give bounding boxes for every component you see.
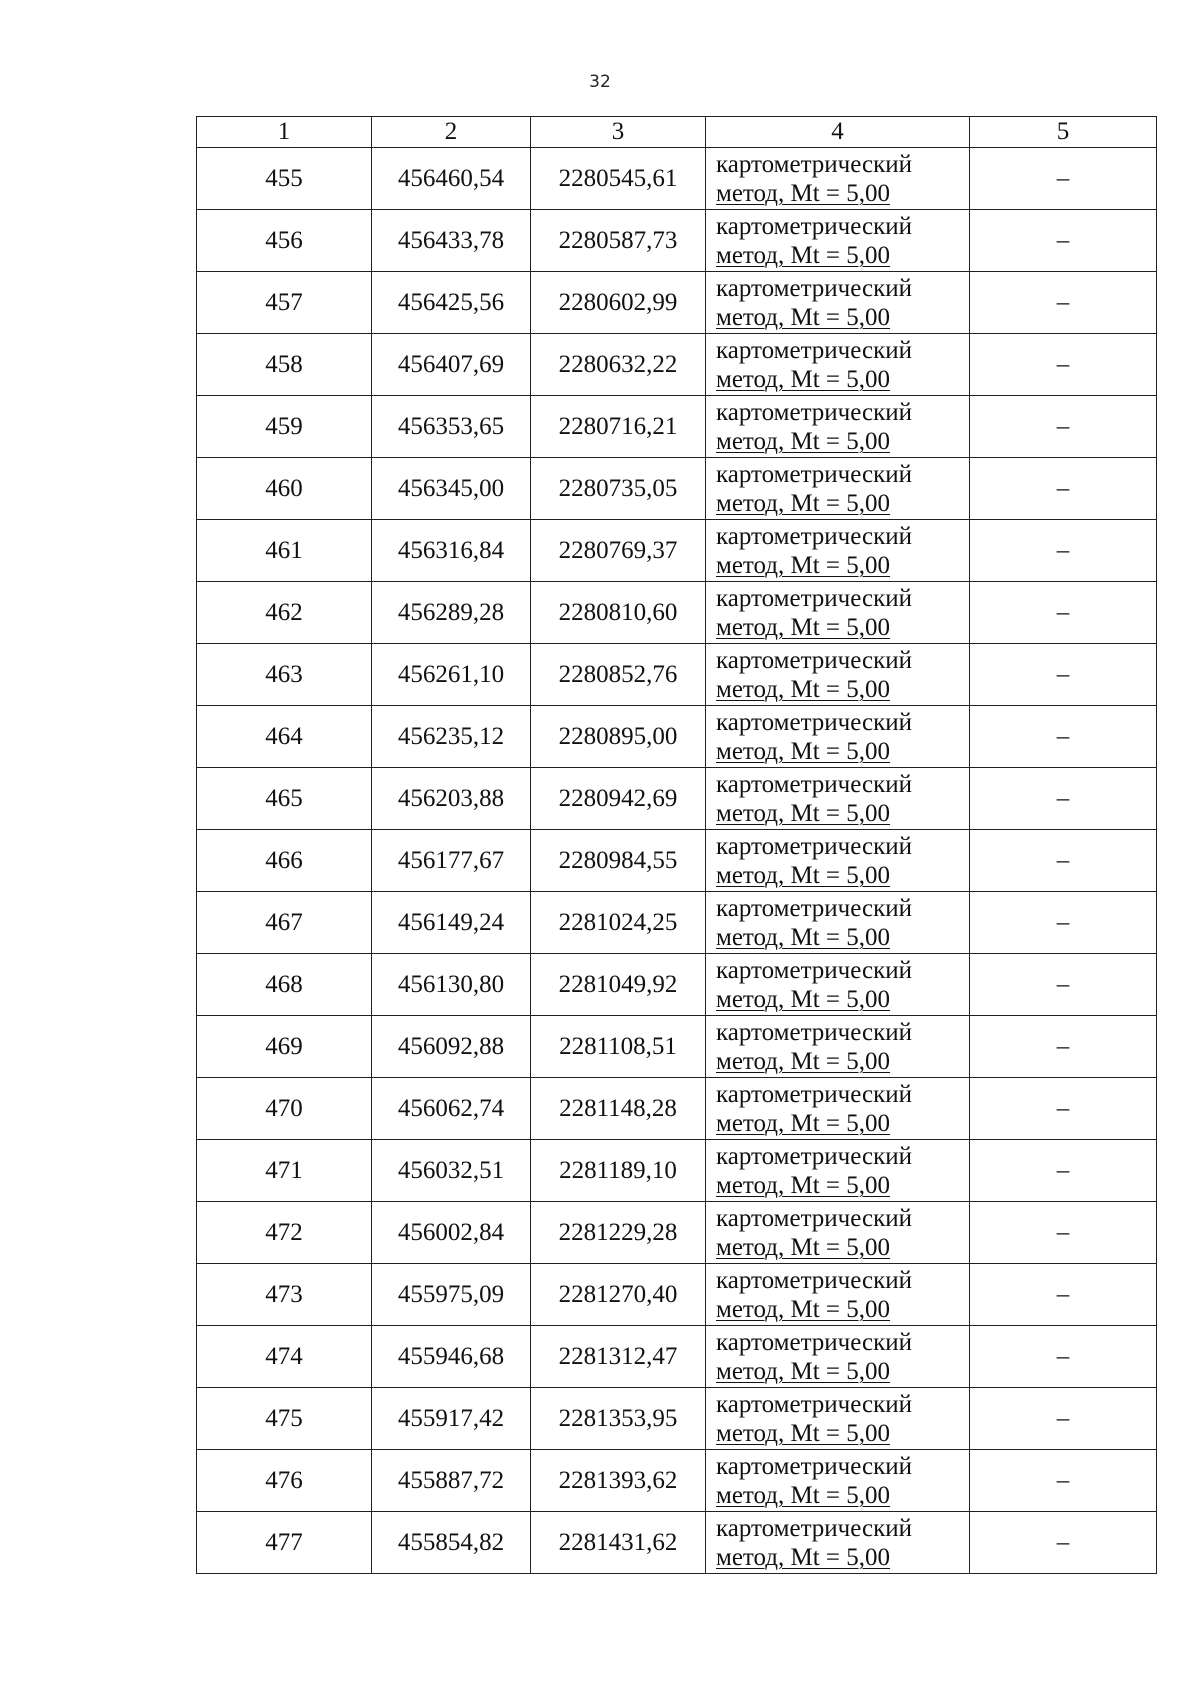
table-row <box>197 1202 1157 1264</box>
method-name: картометрический <box>716 1514 912 1542</box>
method-name: картометрический <box>716 1018 912 1046</box>
method-name: картометрический <box>716 1080 912 1108</box>
method-cell <box>706 830 970 892</box>
x-coordinate-cell: 455975,09 <box>372 1264 531 1326</box>
coordinates-table <box>196 116 1157 1574</box>
method-cell <box>706 1450 970 1512</box>
method-name: картометрический <box>716 894 912 922</box>
table-row <box>197 148 1157 210</box>
method-cell <box>706 1388 970 1450</box>
x-coordinate-cell: 456425,56 <box>372 272 531 334</box>
method-accuracy: метод, Mt = 5,00 <box>716 1481 891 1509</box>
table-row <box>197 1264 1157 1326</box>
page-number: 32 <box>589 72 611 92</box>
x-coordinate-cell: 456316,84 <box>372 520 531 582</box>
description-cell: – <box>970 334 1157 396</box>
point-number-cell: 476 <box>197 1450 372 1512</box>
point-number-cell: 470 <box>197 1078 372 1140</box>
description-cell: – <box>970 210 1157 272</box>
method-accuracy: метод, Mt = 5,00 <box>716 737 891 765</box>
table-header <box>197 117 1157 148</box>
method-name: картометрический <box>716 770 912 798</box>
description-cell: – <box>970 706 1157 768</box>
point-number-cell: 461 <box>197 520 372 582</box>
method-cell <box>706 1140 970 1202</box>
method-name: картометрический <box>716 1204 912 1232</box>
x-coordinate-cell: 455854,82 <box>372 1512 531 1574</box>
method-name: картометрический <box>716 956 912 984</box>
description-cell: – <box>970 644 1157 706</box>
point-number-cell: 471 <box>197 1140 372 1202</box>
method-name: картометрический <box>716 1328 912 1356</box>
method-accuracy: метод, Mt = 5,00 <box>716 551 891 579</box>
point-number-cell: 469 <box>197 1016 372 1078</box>
point-number-cell: 462 <box>197 582 372 644</box>
y-coordinate-cell: 2280769,37 <box>531 520 706 582</box>
method-accuracy: метод, Mt = 5,00 <box>716 613 891 641</box>
table-row <box>197 1078 1157 1140</box>
y-coordinate-cell: 2281353,95 <box>531 1388 706 1450</box>
header-col-1: 1 <box>197 117 372 148</box>
method-accuracy: метод, Mt = 5,00 <box>716 799 891 827</box>
method-cell <box>706 1512 970 1574</box>
y-coordinate-cell: 2280735,05 <box>531 458 706 520</box>
table-row <box>197 1450 1157 1512</box>
table-row <box>197 644 1157 706</box>
method-accuracy: метод, Mt = 5,00 <box>716 1357 891 1385</box>
method-name: картометрический <box>716 336 912 364</box>
description-cell: – <box>970 954 1157 1016</box>
method-cell <box>706 1016 970 1078</box>
method-accuracy: метод, Mt = 5,00 <box>716 923 891 951</box>
method-accuracy: метод, Mt = 5,00 <box>716 1233 891 1261</box>
y-coordinate-cell: 2281312,47 <box>531 1326 706 1388</box>
description-cell: – <box>970 458 1157 520</box>
table-row <box>197 272 1157 334</box>
y-coordinate-cell: 2280810,60 <box>531 582 706 644</box>
y-coordinate-cell: 2280587,73 <box>531 210 706 272</box>
x-coordinate-cell: 456407,69 <box>372 334 531 396</box>
method-cell <box>706 334 970 396</box>
method-name: картометрический <box>716 398 912 426</box>
description-cell: – <box>970 1140 1157 1202</box>
header-col-4: 4 <box>706 117 970 148</box>
point-number-cell: 467 <box>197 892 372 954</box>
point-number-cell: 475 <box>197 1388 372 1450</box>
table-row <box>197 210 1157 272</box>
method-accuracy: метод, Mt = 5,00 <box>716 489 891 517</box>
method-cell <box>706 1264 970 1326</box>
table-row <box>197 1016 1157 1078</box>
y-coordinate-cell: 2281229,28 <box>531 1202 706 1264</box>
y-coordinate-cell: 2280602,99 <box>531 272 706 334</box>
table-body <box>197 148 1157 1574</box>
method-name: картометрический <box>716 832 912 860</box>
description-cell: – <box>970 1512 1157 1574</box>
x-coordinate-cell: 456002,84 <box>372 1202 531 1264</box>
table-row <box>197 458 1157 520</box>
method-name: картометрический <box>716 460 912 488</box>
y-coordinate-cell: 2281431,62 <box>531 1512 706 1574</box>
method-name: картометрический <box>716 584 912 612</box>
x-coordinate-cell: 455946,68 <box>372 1326 531 1388</box>
point-number-cell: 474 <box>197 1326 372 1388</box>
table-row <box>197 520 1157 582</box>
x-coordinate-cell: 456353,65 <box>372 396 531 458</box>
table-row <box>197 1140 1157 1202</box>
method-cell <box>706 1202 970 1264</box>
point-number-cell: 460 <box>197 458 372 520</box>
method-cell <box>706 892 970 954</box>
method-cell <box>706 148 970 210</box>
table-row <box>197 1326 1157 1388</box>
table-row <box>197 830 1157 892</box>
point-number-cell: 473 <box>197 1264 372 1326</box>
table-row <box>197 334 1157 396</box>
method-name: картометрический <box>716 274 912 302</box>
x-coordinate-cell: 456177,67 <box>372 830 531 892</box>
x-coordinate-cell: 456345,00 <box>372 458 531 520</box>
method-accuracy: метод, Mt = 5,00 <box>716 1543 891 1571</box>
description-cell: – <box>970 830 1157 892</box>
point-number-cell: 463 <box>197 644 372 706</box>
method-name: картометрический <box>716 1142 912 1170</box>
point-number-cell: 466 <box>197 830 372 892</box>
method-accuracy: метод, Mt = 5,00 <box>716 1295 891 1323</box>
x-coordinate-cell: 456289,28 <box>372 582 531 644</box>
table-row <box>197 768 1157 830</box>
point-number-cell: 459 <box>197 396 372 458</box>
table-row <box>197 1388 1157 1450</box>
table-row <box>197 954 1157 1016</box>
y-coordinate-cell: 2281189,10 <box>531 1140 706 1202</box>
y-coordinate-cell: 2280895,00 <box>531 706 706 768</box>
description-cell: – <box>970 1326 1157 1388</box>
x-coordinate-cell: 456460,54 <box>372 148 531 210</box>
x-coordinate-cell: 456062,74 <box>372 1078 531 1140</box>
method-accuracy: метод, Mt = 5,00 <box>716 303 891 331</box>
method-name: картометрический <box>716 1266 912 1294</box>
y-coordinate-cell: 2280545,61 <box>531 148 706 210</box>
method-name: картометрический <box>716 212 912 240</box>
y-coordinate-cell: 2281024,25 <box>531 892 706 954</box>
method-name: картометрический <box>716 1390 912 1418</box>
method-cell <box>706 582 970 644</box>
y-coordinate-cell: 2281270,40 <box>531 1264 706 1326</box>
header-col-2: 2 <box>372 117 531 148</box>
method-cell <box>706 1326 970 1388</box>
method-accuracy: метод, Mt = 5,00 <box>716 985 891 1013</box>
y-coordinate-cell: 2281148,28 <box>531 1078 706 1140</box>
description-cell: – <box>970 1264 1157 1326</box>
method-accuracy: метод, Mt = 5,00 <box>716 179 891 207</box>
point-number-cell: 464 <box>197 706 372 768</box>
method-name: картометрический <box>716 150 912 178</box>
header-col-3: 3 <box>531 117 706 148</box>
x-coordinate-cell: 456433,78 <box>372 210 531 272</box>
method-cell <box>706 210 970 272</box>
description-cell: – <box>970 768 1157 830</box>
point-number-cell: 468 <box>197 954 372 1016</box>
method-accuracy: метод, Mt = 5,00 <box>716 241 891 269</box>
x-coordinate-cell: 456203,88 <box>372 768 531 830</box>
point-number-cell: 455 <box>197 148 372 210</box>
method-accuracy: метод, Mt = 5,00 <box>716 1047 891 1075</box>
point-number-cell: 456 <box>197 210 372 272</box>
y-coordinate-cell: 2281108,51 <box>531 1016 706 1078</box>
y-coordinate-cell: 2280942,69 <box>531 768 706 830</box>
method-accuracy: метод, Mt = 5,00 <box>716 675 891 703</box>
y-coordinate-cell: 2281049,92 <box>531 954 706 1016</box>
method-cell <box>706 706 970 768</box>
y-coordinate-cell: 2280632,22 <box>531 334 706 396</box>
description-cell: – <box>970 582 1157 644</box>
method-cell <box>706 768 970 830</box>
y-coordinate-cell: 2280852,76 <box>531 644 706 706</box>
header-row <box>197 117 1157 148</box>
point-number-cell: 457 <box>197 272 372 334</box>
x-coordinate-cell: 456149,24 <box>372 892 531 954</box>
x-coordinate-cell: 455887,72 <box>372 1450 531 1512</box>
point-number-cell: 458 <box>197 334 372 396</box>
x-coordinate-cell: 456261,10 <box>372 644 531 706</box>
method-cell <box>706 954 970 1016</box>
y-coordinate-cell: 2280984,55 <box>531 830 706 892</box>
method-accuracy: метод, Mt = 5,00 <box>716 365 891 393</box>
method-cell <box>706 458 970 520</box>
method-accuracy: метод, Mt = 5,00 <box>716 427 891 455</box>
x-coordinate-cell: 455917,42 <box>372 1388 531 1450</box>
description-cell: – <box>970 148 1157 210</box>
method-accuracy: метод, Mt = 5,00 <box>716 861 891 889</box>
method-name: картометрический <box>716 522 912 550</box>
description-cell: – <box>970 396 1157 458</box>
method-accuracy: метод, Mt = 5,00 <box>716 1419 891 1447</box>
method-name: картометрический <box>716 646 912 674</box>
table-row <box>197 706 1157 768</box>
point-number-cell: 477 <box>197 1512 372 1574</box>
method-name: картометрический <box>716 1452 912 1480</box>
method-cell <box>706 1078 970 1140</box>
x-coordinate-cell: 456032,51 <box>372 1140 531 1202</box>
table-row <box>197 582 1157 644</box>
x-coordinate-cell: 456092,88 <box>372 1016 531 1078</box>
description-cell: – <box>970 1016 1157 1078</box>
description-cell: – <box>970 272 1157 334</box>
description-cell: – <box>970 1202 1157 1264</box>
description-cell: – <box>970 1078 1157 1140</box>
method-cell <box>706 520 970 582</box>
method-accuracy: метод, Mt = 5,00 <box>716 1171 891 1199</box>
description-cell: – <box>970 1388 1157 1450</box>
method-cell <box>706 272 970 334</box>
method-name: картометрический <box>716 708 912 736</box>
method-cell <box>706 396 970 458</box>
method-accuracy: метод, Mt = 5,00 <box>716 1109 891 1137</box>
table-row <box>197 892 1157 954</box>
table-row <box>197 396 1157 458</box>
y-coordinate-cell: 2280716,21 <box>531 396 706 458</box>
description-cell: – <box>970 520 1157 582</box>
point-number-cell: 472 <box>197 1202 372 1264</box>
method-cell <box>706 644 970 706</box>
y-coordinate-cell: 2281393,62 <box>531 1450 706 1512</box>
description-cell: – <box>970 1450 1157 1512</box>
point-number-cell: 465 <box>197 768 372 830</box>
x-coordinate-cell: 456130,80 <box>372 954 531 1016</box>
header-col-5: 5 <box>970 117 1157 148</box>
table-row <box>197 1512 1157 1574</box>
description-cell: – <box>970 892 1157 954</box>
x-coordinate-cell: 456235,12 <box>372 706 531 768</box>
